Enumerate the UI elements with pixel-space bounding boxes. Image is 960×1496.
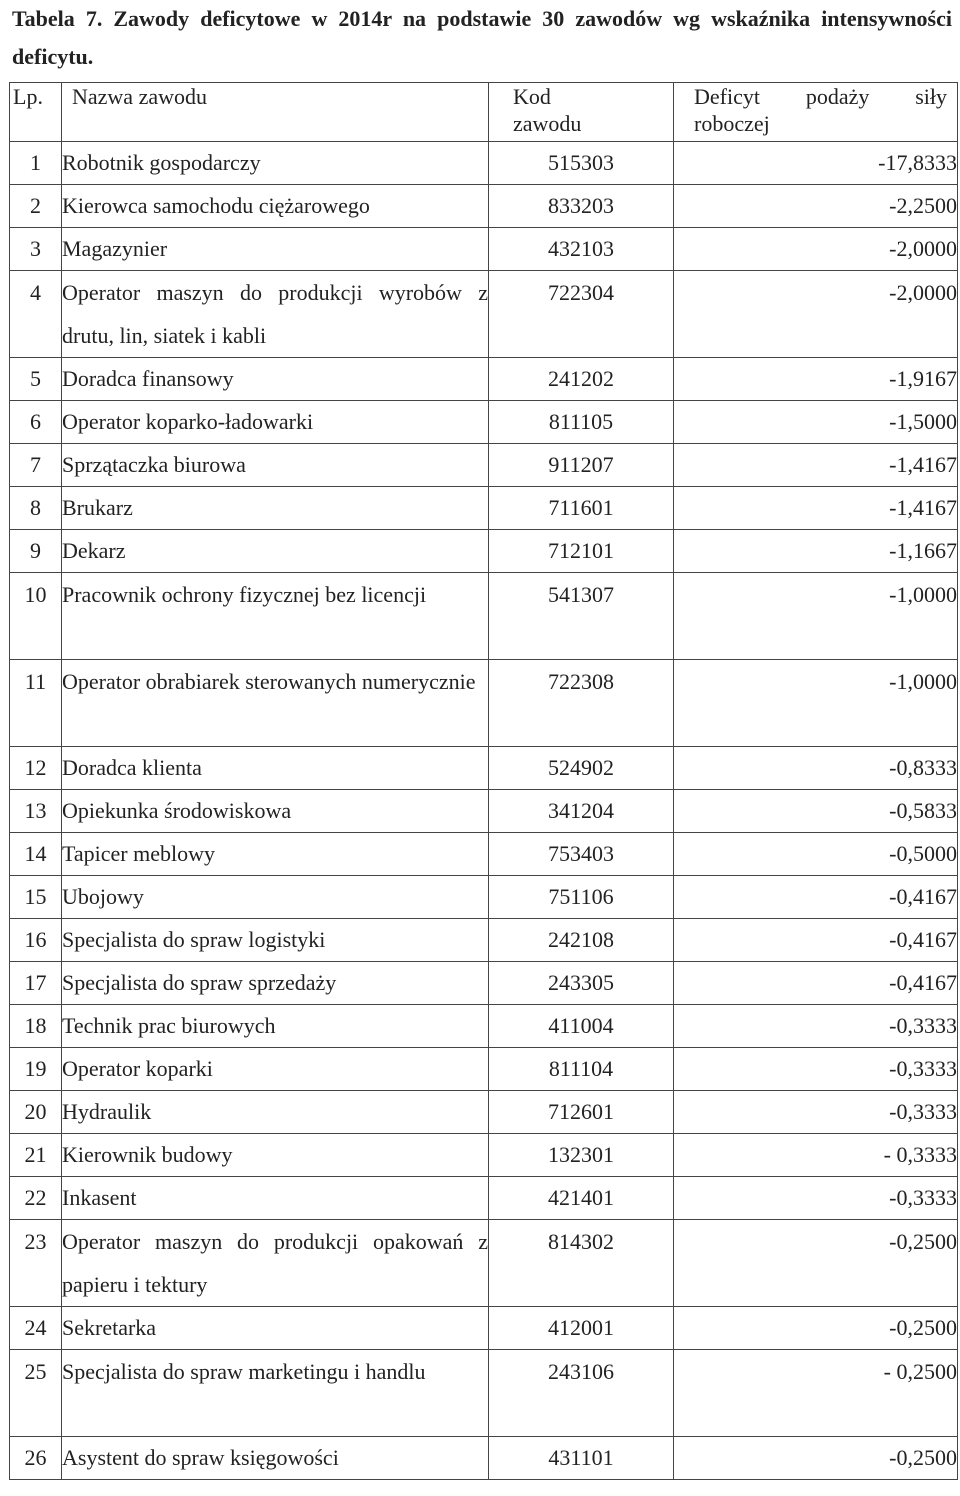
cell-code: 722304 — [489, 271, 674, 358]
cell-lp: 16 — [10, 919, 62, 962]
cell-code: 711601 — [489, 487, 674, 530]
cell-lp: 19 — [10, 1048, 62, 1091]
cell-code: 243305 — [489, 962, 674, 1005]
table-row — [10, 660, 958, 747]
table-row — [10, 1437, 958, 1480]
cell-deficit: -0,2500 — [674, 1307, 958, 1350]
cell-lp: 2 — [10, 185, 62, 228]
header-deficit-word2: podaży — [805, 84, 870, 109]
cell-name: Operator maszyn do produkcji wyrobów z drutu, lin, siatek i kabli — [62, 271, 489, 358]
header-code-line2: zawodu — [513, 111, 582, 136]
cell-lp: 3 — [10, 228, 62, 271]
cell-code: 242108 — [489, 919, 674, 962]
cell-deficit: - 0,3333 — [674, 1134, 958, 1177]
cell-name: Pracownik ochrony fizycznej bez licencji — [62, 573, 489, 660]
cell-name: Operator obrabiarek sterowanych numerycznie — [62, 660, 489, 747]
cell-deficit: -2,2500 — [674, 185, 958, 228]
table-row — [10, 1091, 958, 1134]
header-lp: Lp. — [10, 83, 62, 142]
cell-lp: 17 — [10, 962, 62, 1005]
cell-deficit: -0,4167 — [674, 919, 958, 962]
cell-deficit: -0,3333 — [674, 1177, 958, 1220]
cell-name: Kierownik budowy — [62, 1134, 489, 1177]
cell-code: 524902 — [489, 747, 674, 790]
table-row — [10, 962, 958, 1005]
cell-code: 241202 — [489, 358, 674, 401]
table-row — [10, 358, 958, 401]
cell-lp: 10 — [10, 573, 62, 660]
cell-lp: 12 — [10, 747, 62, 790]
header-name: Nazwa zawodu — [62, 83, 489, 142]
cell-code: 515303 — [489, 142, 674, 185]
cell-name: Hydraulik — [62, 1091, 489, 1134]
cell-deficit: -1,0000 — [674, 660, 958, 747]
cell-code: 432103 — [489, 228, 674, 271]
table-row — [10, 444, 958, 487]
table-row — [10, 1134, 958, 1177]
cell-name: Asystent do spraw księgowości — [62, 1437, 489, 1480]
header-deficit — [674, 83, 958, 142]
cell-lp: 13 — [10, 790, 62, 833]
cell-deficit: -2,0000 — [674, 228, 958, 271]
cell-code: 431101 — [489, 1437, 674, 1480]
cell-code: 811104 — [489, 1048, 674, 1091]
table-row — [10, 1307, 958, 1350]
table-row — [10, 1005, 958, 1048]
cell-deficit: -1,5000 — [674, 401, 958, 444]
cell-code: 722308 — [489, 660, 674, 747]
cell-name: Operator koparki — [62, 1048, 489, 1091]
cell-code: 712601 — [489, 1091, 674, 1134]
table-row — [10, 228, 958, 271]
cell-code: 811105 — [489, 401, 674, 444]
cell-lp: 20 — [10, 1091, 62, 1134]
table-row — [10, 530, 958, 573]
cell-code: 814302 — [489, 1220, 674, 1307]
cell-code: 911207 — [489, 444, 674, 487]
cell-code: 421401 — [489, 1177, 674, 1220]
cell-deficit: -0,4167 — [674, 876, 958, 919]
cell-lp: 23 — [10, 1220, 62, 1307]
cell-code: 132301 — [489, 1134, 674, 1177]
table-row — [10, 833, 958, 876]
table-row — [10, 1048, 958, 1091]
cell-deficit: -0,3333 — [674, 1091, 958, 1134]
cell-deficit: -1,1667 — [674, 530, 958, 573]
table-row — [10, 271, 958, 358]
table-row — [10, 1350, 958, 1437]
table-row — [10, 487, 958, 530]
cell-name: Specjalista do spraw logistyki — [62, 919, 489, 962]
cell-deficit: -17,8333 — [674, 142, 958, 185]
cell-deficit: -0,4167 — [674, 962, 958, 1005]
cell-deficit: -0,3333 — [674, 1048, 958, 1091]
cell-name: Robotnik gospodarczy — [62, 142, 489, 185]
cell-name: Operator maszyn do produkcji opakowań z papieru i tektury — [62, 1220, 489, 1307]
cell-lp: 15 — [10, 876, 62, 919]
cell-name: Opiekunka środowiskowa — [62, 790, 489, 833]
cell-name: Kierowca samochodu ciężarowego — [62, 185, 489, 228]
table-caption: Tabela 7. Zawody deficytowe w 2014r na podstawie 30 zawodów wg wskaźnika intensywności deficytu. — [12, 6, 952, 69]
cell-lp: 6 — [10, 401, 62, 444]
table-header-row — [10, 83, 958, 142]
cell-lp: 25 — [10, 1350, 62, 1437]
cell-deficit: -0,3333 — [674, 1005, 958, 1048]
cell-lp: 1 — [10, 142, 62, 185]
cell-code: 833203 — [489, 185, 674, 228]
cell-code: 753403 — [489, 833, 674, 876]
cell-lp: 5 — [10, 358, 62, 401]
cell-name: Inkasent — [62, 1177, 489, 1220]
cell-code: 712101 — [489, 530, 674, 573]
cell-name: Sekretarka — [62, 1307, 489, 1350]
cell-lp: 24 — [10, 1307, 62, 1350]
cell-name: Magazynier — [62, 228, 489, 271]
cell-name: Specjalista do spraw marketingu i handlu — [62, 1350, 489, 1437]
header-deficit-word1: Deficyt — [694, 84, 760, 109]
table-row — [10, 573, 958, 660]
table-row — [10, 790, 958, 833]
header-deficit-line2: roboczej — [694, 111, 770, 136]
cell-lp: 14 — [10, 833, 62, 876]
cell-lp: 26 — [10, 1437, 62, 1480]
cell-deficit: -0,8333 — [674, 747, 958, 790]
header-code — [489, 83, 674, 142]
table-row — [10, 185, 958, 228]
cell-lp: 7 — [10, 444, 62, 487]
cell-deficit: -1,9167 — [674, 358, 958, 401]
cell-lp: 18 — [10, 1005, 62, 1048]
cell-code: 243106 — [489, 1350, 674, 1437]
cell-lp: 22 — [10, 1177, 62, 1220]
cell-deficit: -1,0000 — [674, 573, 958, 660]
cell-lp: 11 — [10, 660, 62, 747]
cell-code: 411004 — [489, 1005, 674, 1048]
cell-name: Ubojowy — [62, 876, 489, 919]
deficit-occupations-table — [9, 82, 958, 1480]
table-row — [10, 1220, 958, 1307]
cell-deficit: -1,4167 — [674, 487, 958, 530]
header-deficit-word3: siły — [915, 84, 947, 109]
cell-lp: 8 — [10, 487, 62, 530]
cell-deficit: -1,4167 — [674, 444, 958, 487]
cell-code: 412001 — [489, 1307, 674, 1350]
cell-name: Dekarz — [62, 530, 489, 573]
table-row — [10, 142, 958, 185]
table-row — [10, 919, 958, 962]
cell-lp: 21 — [10, 1134, 62, 1177]
table-row — [10, 747, 958, 790]
cell-name: Doradca klienta — [62, 747, 489, 790]
table-row — [10, 1177, 958, 1220]
cell-name: Brukarz — [62, 487, 489, 530]
table-row — [10, 401, 958, 444]
cell-deficit: - 0,2500 — [674, 1350, 958, 1437]
header-code-line1: Kod — [513, 84, 551, 109]
cell-deficit: -2,0000 — [674, 271, 958, 358]
cell-code: 751106 — [489, 876, 674, 919]
cell-name: Tapicer meblowy — [62, 833, 489, 876]
cell-lp: 9 — [10, 530, 62, 573]
cell-code: 541307 — [489, 573, 674, 660]
cell-code: 341204 — [489, 790, 674, 833]
cell-deficit: -0,2500 — [674, 1437, 958, 1480]
table-row — [10, 876, 958, 919]
cell-deficit: -0,5833 — [674, 790, 958, 833]
cell-name: Technik prac biurowych — [62, 1005, 489, 1048]
cell-lp: 4 — [10, 271, 62, 358]
cell-name: Doradca finansowy — [62, 358, 489, 401]
cell-deficit: -0,2500 — [674, 1220, 958, 1307]
cell-name: Operator koparko-ładowarki — [62, 401, 489, 444]
cell-deficit: -0,5000 — [674, 833, 958, 876]
cell-name: Sprzątaczka biurowa — [62, 444, 489, 487]
cell-name: Specjalista do spraw sprzedaży — [62, 962, 489, 1005]
